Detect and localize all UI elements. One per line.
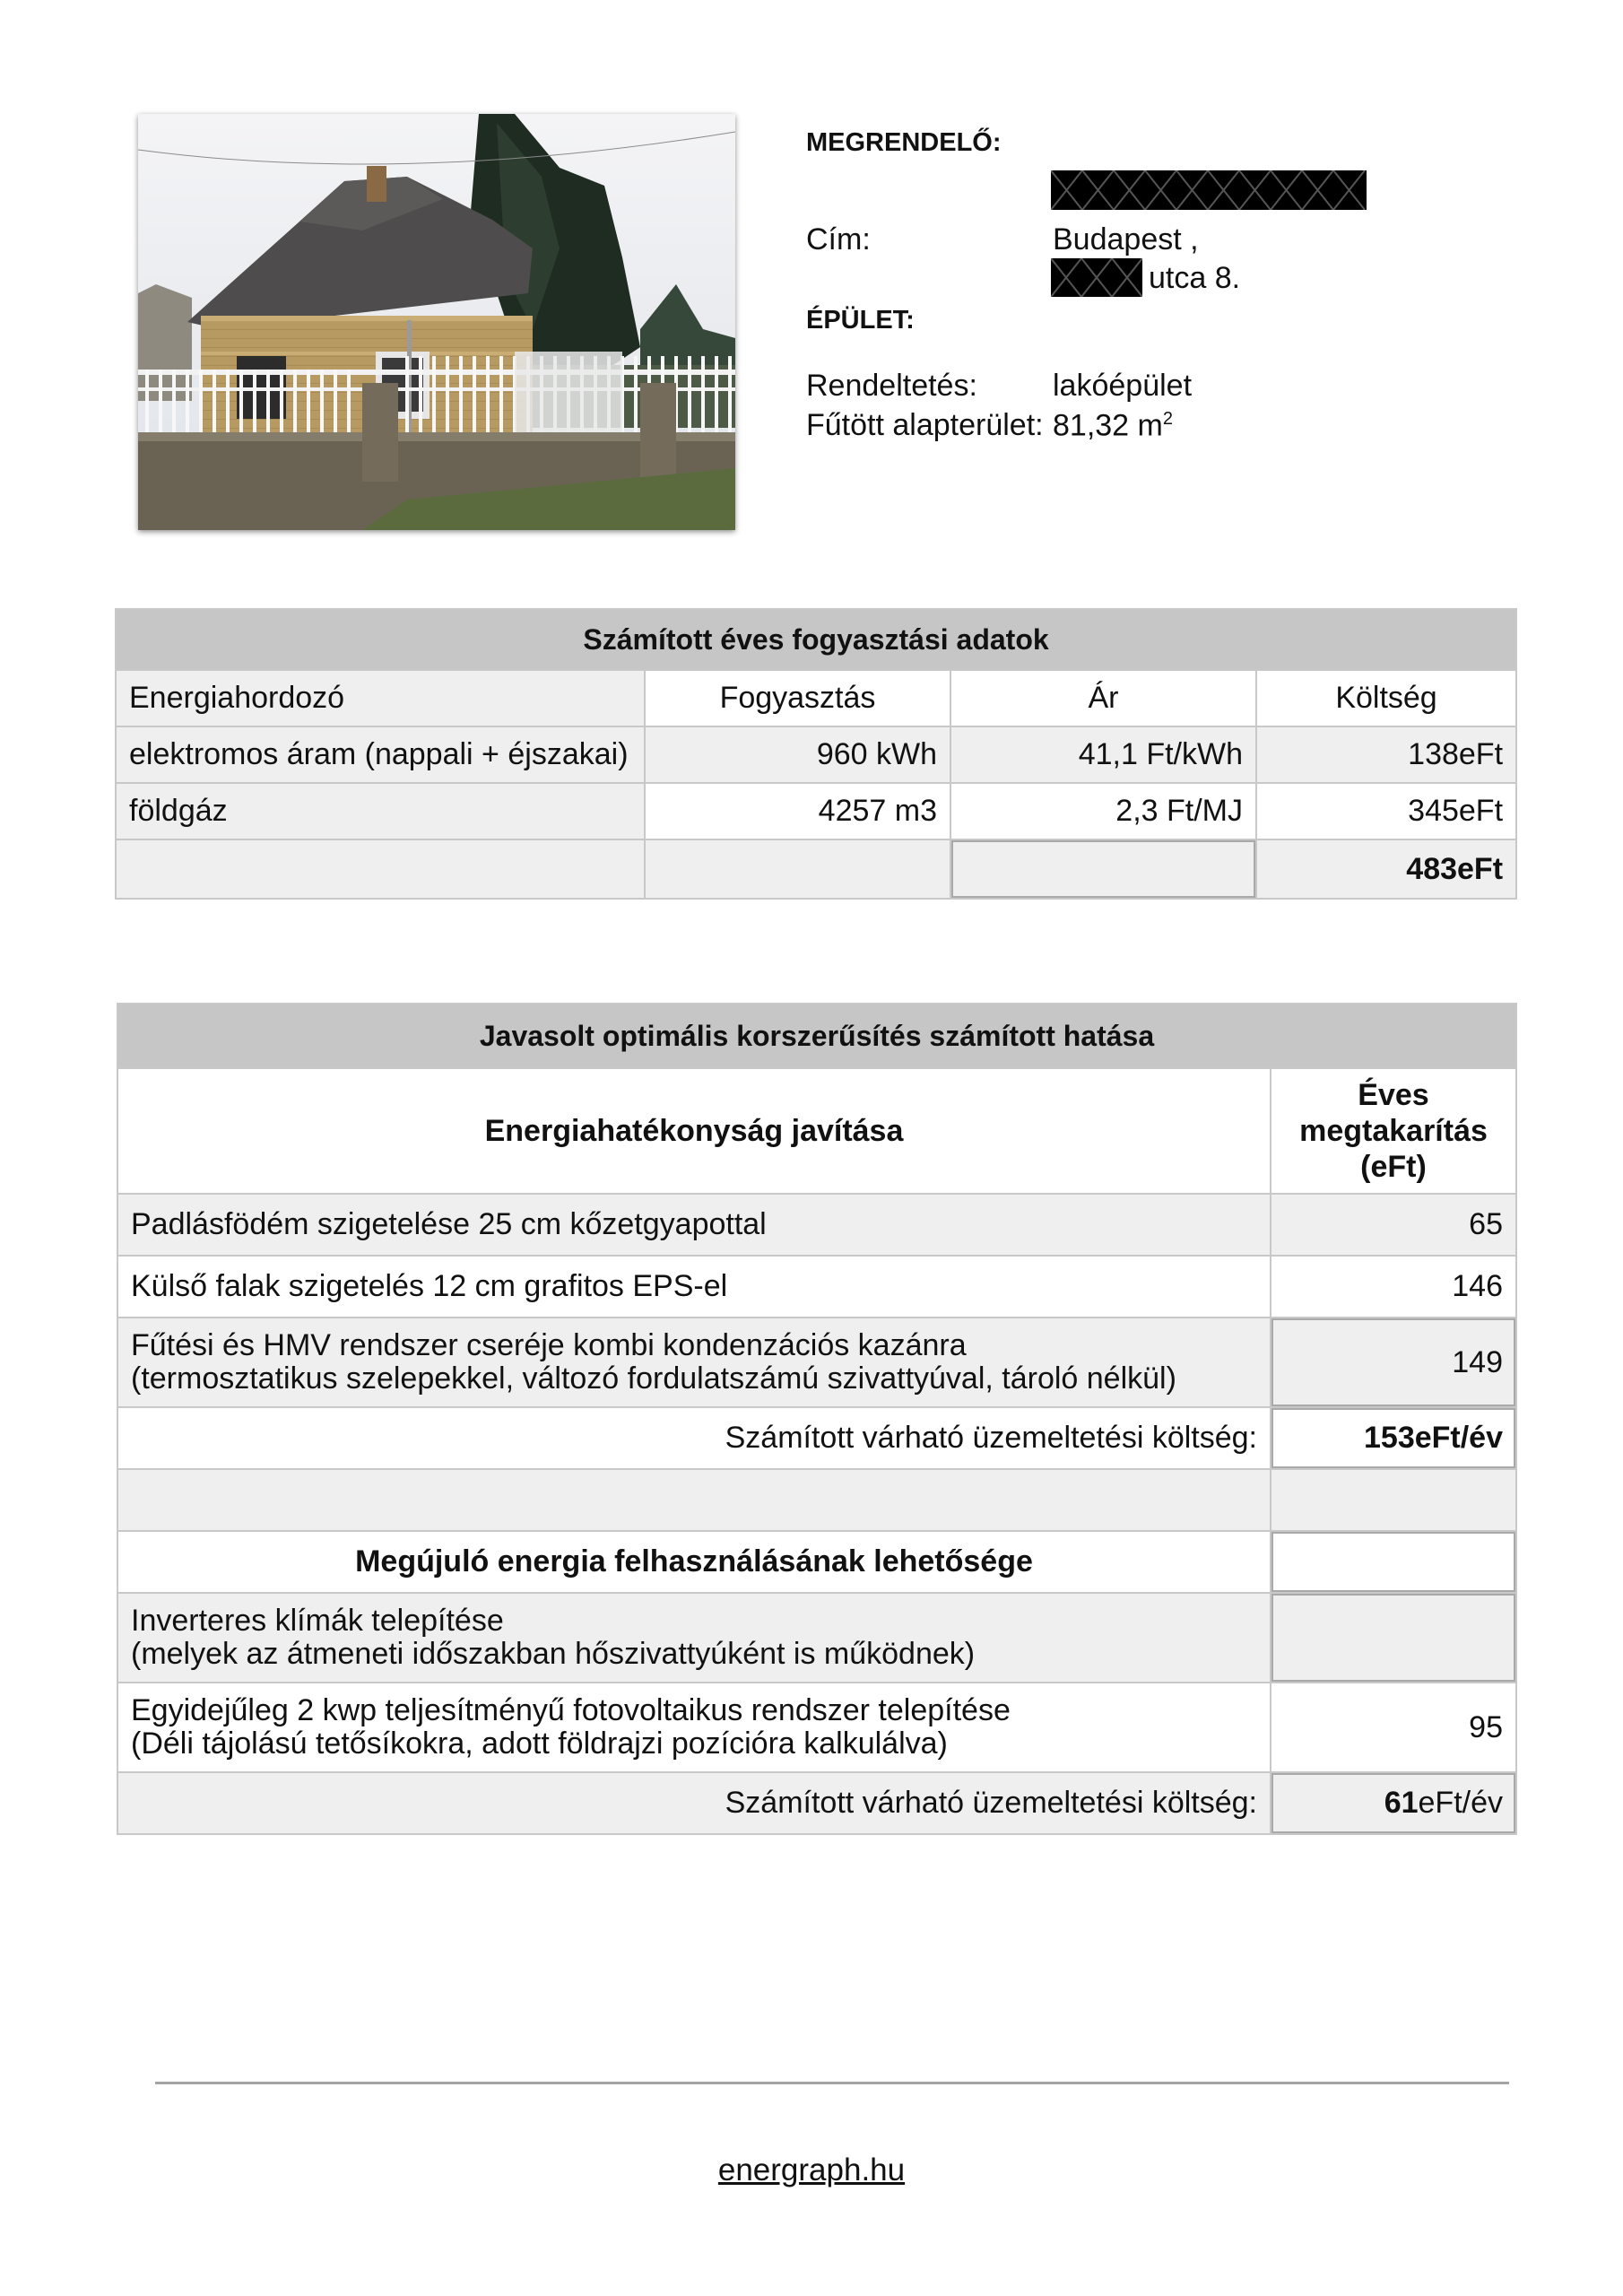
- consumption-table-title: Számított éves fogyasztási adatok: [116, 609, 1516, 670]
- operating-cost-unit: eFt/év: [1418, 1786, 1503, 1820]
- total-row: [116, 839, 1516, 899]
- header-carrier: Energiahordozó: [116, 670, 645, 726]
- operating-cost-label: Számított várható üzemeltetési költség:: [117, 1407, 1271, 1469]
- price-cell: 41,1 Ft/kWh: [950, 726, 1256, 783]
- saving-cell: 146: [1271, 1256, 1516, 1318]
- savings-heading-line: (eFt): [1360, 1150, 1427, 1185]
- spacer-cell: [117, 1469, 1271, 1531]
- savings-heading: [1271, 1068, 1516, 1194]
- area-label: Fűtött alapterület:: [806, 408, 1044, 442]
- address-label: Cím:: [806, 222, 871, 257]
- consumption-cell: 960 kWh: [645, 726, 950, 783]
- renovation-table: [117, 1003, 1517, 1835]
- efficiency-heading-row: [117, 1068, 1516, 1194]
- table-row: [117, 1318, 1516, 1407]
- renewable-heading-row: [117, 1531, 1516, 1593]
- measure-cell: Külső falak szigetelés 12 cm grafitos EPS-el: [117, 1256, 1271, 1318]
- operating-cost-value: 153eFt/év: [1271, 1407, 1516, 1469]
- purpose-label: Rendeltetés:: [806, 369, 977, 403]
- street-name-redaction: [1051, 258, 1142, 297]
- total-empty-cell: [116, 839, 645, 899]
- renewable-heading-empty: [1271, 1531, 1516, 1593]
- purpose-value: lakóépület: [1053, 369, 1193, 403]
- operating-cost-number: 61: [1384, 1786, 1419, 1820]
- spacer-row: [117, 1469, 1516, 1531]
- client-label: MEGRENDELŐ:: [806, 128, 1002, 157]
- saving-cell: [1271, 1593, 1516, 1683]
- footer-divider: [155, 2082, 1509, 2084]
- carrier-cell: földgáz: [116, 783, 645, 839]
- address-city: Budapest ,: [1053, 222, 1199, 257]
- footer-website-link[interactable]: energraph.hu: [717, 2152, 906, 2187]
- consumption-cell: 4257 m3: [645, 783, 950, 839]
- building-photo: [138, 114, 735, 530]
- savings-heading-line: megtakarítás: [1299, 1113, 1488, 1148]
- measure-cell: [117, 1318, 1271, 1407]
- cost-cell: 345eFt: [1256, 783, 1516, 839]
- table-row: [116, 726, 1516, 783]
- renovation-table-title-row: [117, 1004, 1516, 1068]
- efficiency-heading: Energiahatékonyság javítása: [117, 1068, 1271, 1194]
- header-consumption: Fogyasztás: [645, 670, 950, 726]
- area-value: [1053, 408, 1173, 443]
- consumption-table-title-row: [116, 609, 1516, 670]
- measure-line: (Déli tájolású tetősíkokra, adott földrajzi pozícióra kalkulálva): [131, 1726, 948, 1761]
- consumption-table-header-row: [116, 670, 1516, 726]
- saving-cell: 95: [1271, 1683, 1516, 1772]
- table-row: [116, 783, 1516, 839]
- table-row: [117, 1194, 1516, 1256]
- measure-line: Fűtési és HMV rendszer cseréje kombi kondenzációs kazánra: [131, 1327, 967, 1362]
- cost-cell: 138eFt: [1256, 726, 1516, 783]
- measure-cell: [117, 1593, 1271, 1683]
- header-cost: Költség: [1256, 670, 1516, 726]
- operating-cost-label: Számított várható üzemeltetési költség:: [117, 1772, 1271, 1834]
- operating-cost-row: [117, 1407, 1516, 1469]
- renovation-table-title: Javasolt optimális korszerűsítés számított hatása: [117, 1004, 1516, 1068]
- total-empty-cell: [950, 839, 1256, 899]
- table-row: [117, 1256, 1516, 1318]
- measure-line: (melyek az átmeneti időszakban hőszivattyúként is működnek): [131, 1637, 976, 1671]
- area-unit-superscript: 2: [1162, 409, 1173, 429]
- operating-cost-row: [117, 1772, 1516, 1834]
- saving-cell: 65: [1271, 1194, 1516, 1256]
- carrier-cell: elektromos áram (nappali + éjszakai): [116, 726, 645, 783]
- spacer-cell: [1271, 1469, 1516, 1531]
- table-row: [117, 1593, 1516, 1683]
- area-number: 81,32 m: [1053, 408, 1163, 443]
- renewable-heading: Megújuló energia felhasználásának lehetősége: [117, 1531, 1271, 1593]
- header-price: Ár: [950, 670, 1256, 726]
- measure-line: Inverteres klímák telepítése: [131, 1603, 504, 1638]
- consumption-table: [115, 608, 1517, 900]
- measure-cell: [117, 1683, 1271, 1772]
- total-cost-cell: 483eFt: [1256, 839, 1516, 899]
- client-name-redaction: [1051, 170, 1367, 210]
- operating-cost-value: [1271, 1772, 1516, 1834]
- measure-line: (termosztatikus szelepekkel, változó fordulatszámú szivattyúval, tároló nélkül): [131, 1361, 1176, 1396]
- total-empty-cell: [645, 839, 950, 899]
- price-cell: 2,3 Ft/MJ: [950, 783, 1256, 839]
- saving-cell: 149: [1271, 1318, 1516, 1407]
- table-row: [117, 1683, 1516, 1772]
- savings-heading-line: Éves: [1358, 1077, 1429, 1112]
- measure-line: Egyidejűleg 2 kwp teljesítményű fotovoltaikus rendszer telepítése: [131, 1692, 1011, 1727]
- building-label: ÉPÜLET:: [806, 306, 915, 335]
- address-street: utca 8.: [1149, 261, 1241, 295]
- measure-cell: Padlásfödém szigetelése 25 cm kőzetgyapottal: [117, 1194, 1271, 1256]
